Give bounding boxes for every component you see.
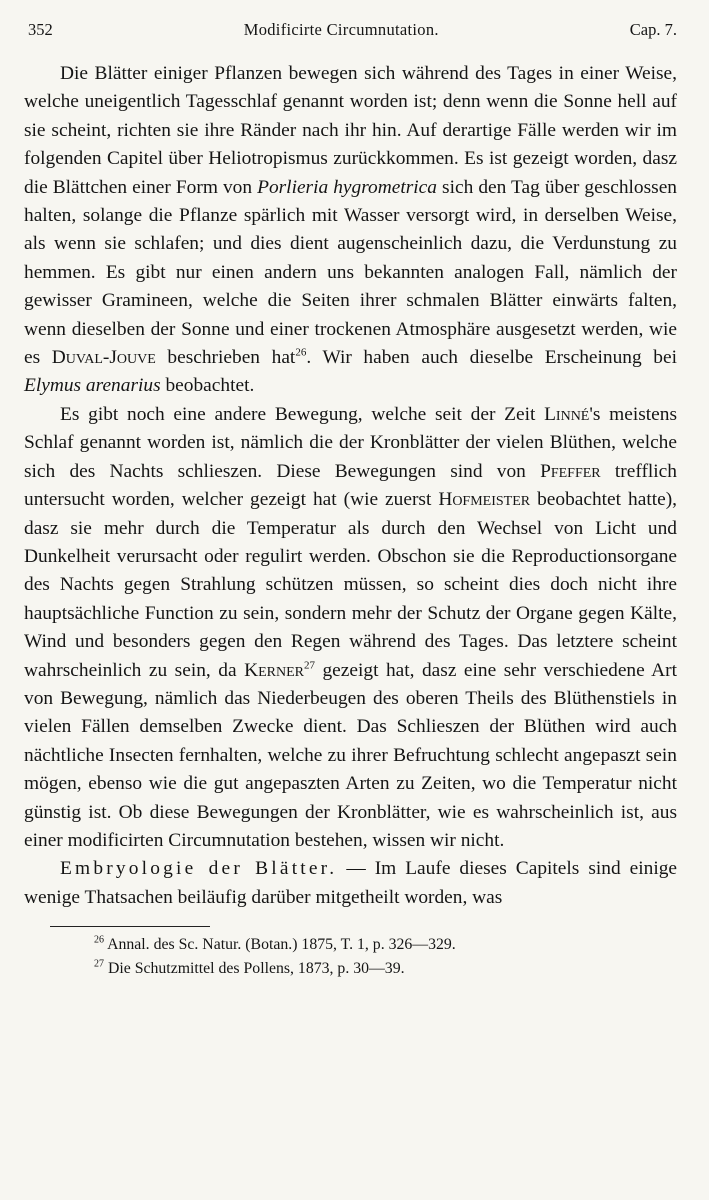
running-head xyxy=(28,20,677,40)
footnotes xyxy=(94,933,677,981)
footnote-ref-27[interactable]: 27 xyxy=(303,659,315,672)
p2-text-e: gezeigt hat, dasz eine sehr verschiedene Art von Bewegung, nämlich das Niederbeugen des oberen Theils des Blüthenstiels in vielen Fällen demselben Zwecke dient. Das Schlieszen der Blüthen wird auch nächtliche Insecten fernhalten, welche zu ihrer Befruchtung schlecht angepaszt sein mögen, ebenso wie die gut angepaszten Arten zu Zeiten, wo die Temperatur nicht günstig ist. Ob diese Bewegungen der Kronblätter, wie es wahrscheinlich ist, aus einer modificirten Circumnutation bestehen, wissen wir nicht. xyxy=(24,659,678,851)
paragraph-3 xyxy=(24,855,677,912)
author-duval-jouve: Duval-Jouve xyxy=(51,347,156,369)
page-number: 352 xyxy=(28,20,53,39)
footnote-divider xyxy=(50,926,210,927)
p2-text-c: trefflich untersucht worden, welcher gezeigt hat (wie zuerst xyxy=(24,460,677,511)
paragraph-1 xyxy=(24,60,677,401)
p3-text: — Im Laufe dieses Capitels sind einige wenige Thatsachen beiläufig darüber mitgetheilt worden, was xyxy=(24,858,678,908)
p2-text-a: Es gibt noch eine andere Bewegung, welche seit der Zeit xyxy=(60,403,545,425)
body-text xyxy=(24,60,677,912)
species-porlieria: Porlieria hygrometrica xyxy=(257,176,437,198)
footnote-27 xyxy=(94,957,677,981)
p1-text-d: . Wir haben auch dieselbe Erscheinung bei xyxy=(306,347,677,369)
section-heading: Embryologie der Blätter. xyxy=(60,858,338,880)
paragraph-2 xyxy=(24,401,677,856)
running-title: Modificirte Circumnutation. xyxy=(243,20,439,39)
species-elymus: Elymus arenarius xyxy=(24,375,161,397)
author-kerner: Kerner xyxy=(244,659,304,681)
p2-text-d: beobachtet hatte), dasz sie mehr durch die Temperatur als durch den Wechsel von Licht und Dunkelheit verursacht oder regulirt werden. Obschon sie die Reproductionsorgane des Nachts gegen Strahlung schützen müssen, so scheint dies doch nicht ihre hauptsächliche Function zu sein, sondern mehr der Schutz der Organe gegen Kälte, Wind und besonders gegen den Regen während des Tages. Das letztere scheint wahrscheinlich zu sein, da xyxy=(24,489,678,681)
p2-text-b: 's meistens Schlaf genannt worden ist, nämlich die der Kronblätter der vielen Blüthen, welche sich des Nachts schlieszen. Diese Bewegungen sind von xyxy=(24,403,677,482)
p1-text-c: beschrieben hat xyxy=(155,347,296,369)
p1-text-b: sich den Tag über geschlossen halten, solange die Pflanze spärlich mit Wasser versorgt wird, in derselben Weise, als wenn sie schlafen; und dies dient augenscheinlich dazu, die Verdunstung zu hemmen. Es gibt nur einen andern uns bekannten analogen Fall, nämlich der gewisser Gramineen, welche die Seiten ihrer schmalen Blätter einwärts falten, wenn dieselben der Sonne und einer trockenen Atmosphäre ausgesetzt werden, wie es xyxy=(24,176,677,369)
author-pfeffer: Pfeffer xyxy=(540,460,601,482)
author-linne: Linné xyxy=(544,403,590,425)
p1-text-e: beobachtet. xyxy=(160,375,255,397)
footnote-text: Annal. des Sc. Natur. (Botan.) 1875, T. 1, p. 326—329. xyxy=(104,936,456,954)
footnote-text: Die Schutzmittel des Pollens, 1873, p. 30—39. xyxy=(104,960,405,978)
footnote-number: 26 xyxy=(94,934,104,946)
footnote-ref-26[interactable]: 26 xyxy=(295,346,307,359)
p1-text-a: Die Blätter einiger Pflanzen bewegen sich während des Tages in einer Weise, welche uneigentlich Tagesschlaf genannt worden ist; denn wenn die Sonne hell auf sie scheint, richten sie ihre Ränder nach ihr hin. Auf derartige Fälle werden wir im folgenden Capitel über Heliotropismus zurückkommen. Es ist gezeigt worden, dasz die Blättchen einer Form von xyxy=(24,63,677,198)
author-hofmeister: Hofmeister xyxy=(438,489,531,511)
chapter-label: Cap. 7. xyxy=(629,20,677,39)
footnote-26 xyxy=(94,933,677,957)
footnote-number: 27 xyxy=(94,958,104,970)
